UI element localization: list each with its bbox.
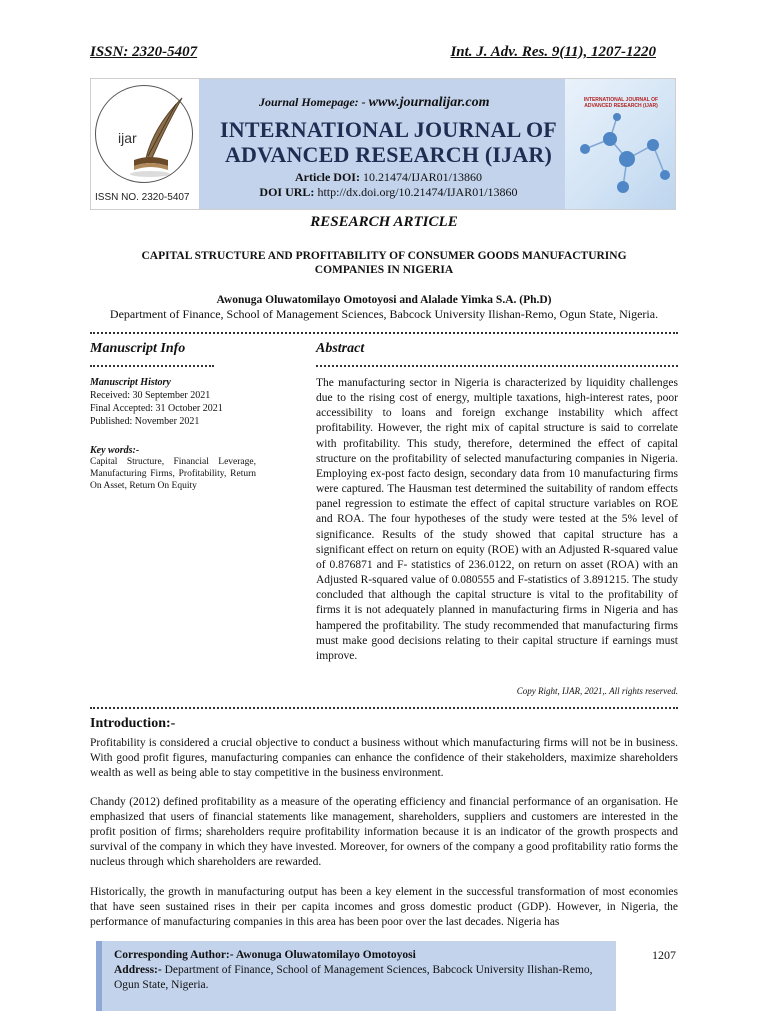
copyright-notice: Copy Right, IJAR, 2021,. All rights reserved. bbox=[516, 686, 678, 696]
doi-url bbox=[211, 185, 566, 200]
paper-title bbox=[110, 249, 658, 277]
article-doi bbox=[211, 170, 566, 185]
journal-banner bbox=[90, 78, 676, 210]
intro-paragraph-3: Historically, the growth in manufacturing output has been a key element in the successful transformation of most economies that have seen sustained rises in their per capita incomes and gross domestic product (GDP). However, in Nigeria, the performance of manufacturing companies in this area has been poor over the last decades. Nigeria has bbox=[90, 886, 678, 928]
accepted-date: Final Accepted: 31 October 2021 bbox=[90, 403, 223, 414]
journal-logo bbox=[95, 85, 193, 183]
introduction-heading: Introduction:- bbox=[90, 716, 176, 731]
homepage-label: Journal Homepage: - bbox=[259, 95, 369, 109]
abstract-heading: Abstract bbox=[316, 341, 365, 356]
corresponding-address bbox=[114, 963, 606, 993]
paper-title-line2: COMPANIES IN NIGERIA bbox=[314, 264, 454, 276]
doi-value: 10.21474/IJAR01/13860 bbox=[362, 170, 482, 184]
authors: Awonuga Oluwatomilayo Omotoyosi and Alalade Yimka S.A. (Ph.D) bbox=[216, 294, 552, 306]
manuscript-info-divider bbox=[90, 365, 214, 367]
page-number: 1207 bbox=[652, 948, 676, 962]
doi-url-link[interactable]: http://dx.doi.org/10.21474/IJAR01/13860 bbox=[317, 185, 518, 199]
header-citation: Int. J. Adv. Res. 9(11), 1207-1220 bbox=[450, 44, 656, 60]
abstract-divider bbox=[316, 365, 678, 367]
doi-label: Article DOI: bbox=[295, 170, 360, 184]
paper-title-line1: CAPITAL STRUCTURE AND PROFITABILITY OF CONSUMER GOODS MANUFACTURING bbox=[141, 250, 627, 262]
manuscript-info-heading: Manuscript Info bbox=[90, 341, 186, 356]
logo-text: ijar bbox=[118, 130, 137, 146]
manuscript-history-heading: Manuscript History bbox=[90, 377, 171, 388]
abstract-text: The manufacturing sector in Nigeria is characterized by liquidity challenges due to the rising cost of energy, multiple taxations, high-interest rates, poor accessibility to loans and foreign exchange instability which affect profitability. However, the right mix of capital structure is said to correlate with profitability. This study, therefore, determined the effect of capital structure on the profitability of selected manufacturing companies in Nigeria. Employing ex-post facto design, secondary data from 10 manufacturing firms were captured. The Hausman test determined the suitability of random effects panel regression to estimate the effect of capital structure variables on ROE and ROA. The four hypotheses of the study were tested at the 5% level of significance. Results of the study showed that capital structure has a significant effect on return on equity (ROE) with an Adjusted R-squared value of 0.876871 and F- statistics of 236.0122, on return on asset (ROA) with an Adjusted R-squared value of 0.080555 and F-statistics of 3.891215. The study concluded that although the capital structure is vital to the profitability of firms it is not adequately planned in manufacturing firms in Nigeria and has hampered the profitability. The study recommended that manufacturing firms must make good decisions relating to their capital structure if earnings must improve. bbox=[316, 377, 678, 662]
homepage-link[interactable]: www.journalijar.com bbox=[368, 95, 490, 110]
section-divider bbox=[90, 332, 678, 334]
journal-cover-image bbox=[565, 79, 676, 210]
quill-book-icon bbox=[96, 86, 194, 184]
journal-title-line1: INTERNATIONAL JOURNAL OF bbox=[220, 117, 557, 142]
address-label: Address:- bbox=[114, 964, 162, 976]
keywords-heading: Key words:- bbox=[90, 445, 140, 456]
doi-url-label: DOI URL: bbox=[259, 185, 315, 199]
intro-paragraph-1: Profitability is considered a crucial objective to conduct a business without which manufacturing firms will not be in business. With good profit figures, manufacturing companies can enhance the confidence of their stakeholders, maximize shareholders wealth as well as being able to stay competitive in the business environment. bbox=[90, 737, 678, 779]
corresponding-author: Corresponding Author:- Awonuga Oluwatomilayo Omotoyosi bbox=[114, 949, 416, 961]
journal-title-line2: ADVANCED RESEARCH (IJAR) bbox=[224, 142, 553, 167]
received-date: Received: 30 September 2021 bbox=[90, 390, 211, 401]
cover-title: INTERNATIONAL JOURNAL OF ADVANCED RESEARCH (IJAR) bbox=[583, 97, 659, 109]
header-issn: ISSN: 2320-5407 bbox=[90, 44, 198, 60]
corresponding-author-box bbox=[96, 941, 616, 1011]
article-type: RESEARCH ARTICLE bbox=[310, 214, 458, 230]
molecule-icon bbox=[565, 79, 676, 210]
journal-title bbox=[211, 117, 566, 167]
journal-homepage bbox=[259, 95, 490, 111]
section-divider bbox=[90, 707, 678, 709]
affiliation: Department of Finance, School of Management Sciences, Babcock University Ilishan-Remo, Ogun State, Nigeria. bbox=[109, 307, 659, 321]
running-header bbox=[90, 44, 656, 66]
keywords: Capital Structure, Financial Leverage, Manufacturing Firms, Profitability, Return On Asset, Return On Equity bbox=[90, 457, 256, 491]
published-date: Published: November 2021 bbox=[90, 416, 200, 427]
intro-paragraph-2: Chandy (2012) defined profitability as a measure of the operating efficiency and financial performance of an organisation. He emphasized that users of financial statements like management, shareholders, suppliers and customers are interested in the profit position of firms; shareholders require profitability information because it is an indicator of the growth prospects and survival of the company in which they have invested. Moreover, for owners of the company a good profitability ratio forms the nucleus through which shareholders are rewarded. bbox=[90, 796, 678, 868]
logo-issn: ISSN NO. 2320-5407 bbox=[95, 192, 190, 203]
address-text: Department of Finance, School of Management Sciences, Babcock University Ilishan-Remo, Ogun State, Nigeria. bbox=[114, 964, 593, 991]
